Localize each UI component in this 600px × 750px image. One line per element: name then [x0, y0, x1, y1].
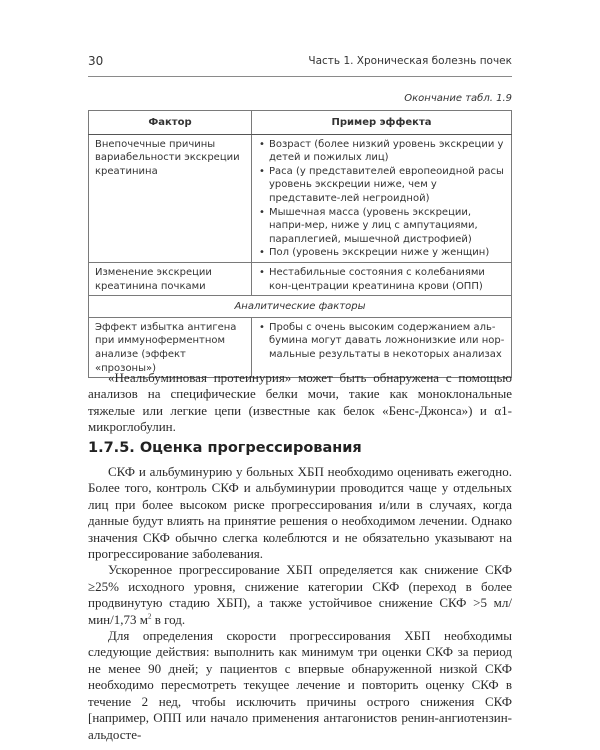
paragraph: «Неальбуминовая протеинурия» может быть обнаружена с помощью анализов на специфические белки мочи, такие как моноклональные тяжелые или легкие цепи (известные как белок «Бенс-Джонса») и α1-микроглобулин. — [88, 370, 512, 435]
section-heading: 1.7.5. Оценка прогрессирования — [88, 440, 362, 456]
table-group-row — [89, 296, 512, 318]
running-header — [88, 52, 512, 72]
paragraph-block — [88, 370, 512, 436]
paragraph — [88, 562, 512, 628]
effect-item: • Пол (уровень экскреции ниже у женщин) — [258, 246, 506, 260]
table-row — [89, 262, 512, 295]
chapter-title: Часть 1. Хроническая болезнь почек — [308, 55, 512, 67]
paragraph-tail: в год. — [151, 611, 186, 627]
section-body — [88, 464, 512, 743]
paragraph: СКФ и альбуминурию у больных ХБП необходимо оценивать ежегодно. Более того, контроль СКФ и альбуминурии проводится чаще у отдельных лиц при более высоком риске прогрессирования и/или в случаях, когда данные будут влиять на принятие решения о необходимом лечении. Однако значения СКФ обычно слегка колеблются и не обязательно указывают на прогрессирование заболевания. — [88, 464, 512, 562]
factor-cell: Внепочечные причины вариабельности экскреции креатинина — [89, 134, 252, 262]
group-label: Аналитические факторы — [89, 296, 512, 318]
table-caption: Окончание табл. 1.9 — [404, 93, 512, 104]
effect-cell — [252, 134, 512, 262]
header-divider — [88, 76, 512, 77]
effect-cell — [252, 317, 512, 377]
table-row — [89, 134, 512, 262]
column-header-effect: Пример эффекта — [252, 111, 512, 135]
factor-cell: Эффект избытка антигена при иммуноферментном анализе (эффект «прозоны») — [89, 317, 252, 377]
column-header-factor: Фактор — [89, 111, 252, 135]
effect-item: • Пробы с очень высоким содержанием аль-бумина могут давать ложнонизкие или нор-мальные результаты в некоторых анализах — [258, 321, 506, 362]
paragraph-text: Ускоренное прогрессирование ХБП определяется как снижение СКФ ≥25% исходного уровня, снижение категории СКФ (переход в более продвинутую стадию ХБП), а также устойчивое снижение СКФ >5 мл/мин/1,73 м — [88, 562, 512, 627]
effect-item: • Возраст (более низкий уровень экскреции у детей и пожилых лиц) — [258, 138, 506, 165]
effect-item: • Нестабильные состояния с колебаниями кон-центрации креатинина крови (ОПП) — [258, 266, 506, 293]
factor-cell: Изменение экскреции креатинина почками — [89, 262, 252, 295]
table-header-row — [89, 111, 512, 135]
effect-item: • Раса (у представителей европеоидной расы уровень экскреции ниже, чем у представите-лей негроидной) — [258, 165, 506, 206]
factors-table — [88, 110, 512, 378]
effect-item: • Мышечная масса (уровень экскреции, напри-мер, ниже у лиц с ампутациями, параплегией, мышечной дистрофией) — [258, 206, 506, 247]
page-number: 30 — [88, 54, 104, 68]
table-row — [89, 317, 512, 377]
effect-cell — [252, 262, 512, 295]
superscript: 2 — [147, 612, 152, 621]
paragraph: Для определения скорости прогрессирования ХБП необходимы следующие действия: выполнить как минимум три оценки СКФ за период не менее 90 дней; у пациентов с впервые обнаруженной низкой СКФ необходимо пересмотреть текущее лечение и повторить оценку СКФ в течение 2 нед, чтобы исключить причины острого снижения СКФ [например, ОПП или начало применения антагонистов ренин-ангиотензин-альдосте- — [88, 628, 512, 742]
